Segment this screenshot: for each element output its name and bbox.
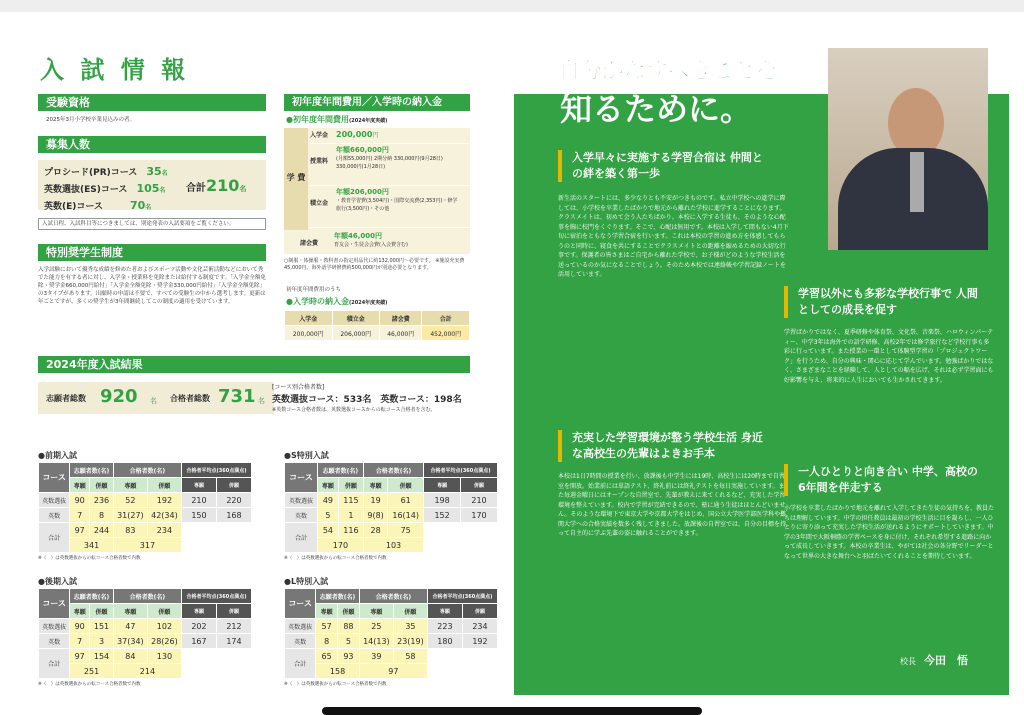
result-table-title: ●L特別入試	[284, 577, 329, 586]
table-row	[39, 493, 252, 508]
th-hei: 併願	[216, 478, 251, 493]
table-footnote: ※（ ）は英数選抜からの転コース合格者数で内数	[38, 556, 141, 561]
table-cell: 英数	[285, 508, 318, 523]
total-cell: 170	[317, 538, 363, 553]
th-hei: 併願	[388, 478, 424, 493]
table-cell: 英数選抜	[39, 493, 70, 508]
course-counts: 英数選抜コース：533名 英数コース：198名	[272, 395, 462, 405]
result-table	[284, 462, 498, 553]
th-avg: 合格者平均点(360点満点)	[427, 589, 497, 604]
fee-row: 授業料年額660,000円 (月額55,000円) 2期分納 330,000円(9月28日) 330,000円(1月28日)	[310, 146, 470, 186]
fees-group-label: 学 費	[284, 128, 308, 230]
sum-cell: 28	[363, 523, 387, 538]
table-cell: 英数	[39, 634, 70, 649]
table-cell: 7	[70, 508, 90, 523]
th-hei: 併願	[338, 478, 363, 493]
table-cell: 223	[427, 619, 462, 634]
table-cell: 192	[462, 634, 497, 649]
table-cell: 49	[317, 493, 338, 508]
sum-cell: 65	[316, 649, 338, 664]
total-cell: 97	[359, 664, 427, 679]
table-cell: 192	[147, 493, 181, 508]
fee-row: 諸会費年額46,000円 育友会・生徒会会費(入会費含む)	[299, 232, 408, 248]
pay-value: 206,000円	[332, 326, 380, 341]
th-sen: 専願	[70, 604, 90, 619]
qualification-header: 受験資格	[38, 94, 266, 111]
fees-notes: ○制服・体操服・教科書の指定用品代に約132,000円～必要です。 ※施設充実費45,000円、海外語学研修費約500,000円が別途必要となります。	[284, 258, 465, 271]
table-cell: 168	[216, 508, 251, 523]
table-cell: 220	[216, 493, 251, 508]
th-hei: 併願	[338, 604, 360, 619]
th-hei: 併願	[393, 604, 427, 619]
total-cell: 341	[70, 538, 114, 553]
table-cell: 7	[70, 634, 90, 649]
table-row	[285, 634, 498, 649]
sum-cell: 39	[359, 649, 393, 664]
table-cell: 5	[317, 508, 338, 523]
pay-value: 452,000円	[422, 326, 470, 341]
table-cell: 英数選抜	[39, 619, 70, 634]
course-note: ※英数コース合格者数は、英数選抜コースからの転コース合格者を含む。	[272, 407, 436, 413]
fee-row: 積立金年額206,000円 ・教育学習費(3,504円)・国際交流費(2,353円)・修学旅行(3,500円)・その他	[310, 188, 470, 228]
sum-cell: 84	[113, 649, 147, 664]
table-cell: 198	[424, 493, 461, 508]
section-1-title: 入学早々に実施する学習合宿は 仲間との絆を築く第一歩	[558, 150, 768, 182]
applicants-box: 志願者総数 920 名	[38, 382, 168, 414]
pay-subtitle: ●入学時の納入金(2024年度実績)	[286, 297, 388, 306]
result-table-title: ●前期入試	[38, 451, 77, 460]
right-page	[508, 20, 1013, 695]
table-cell: 1	[338, 508, 363, 523]
result-table-title: ●S特別入試	[284, 451, 329, 460]
passed-box: 合格者総数 731 名	[162, 382, 274, 414]
th-sen: 専願	[113, 478, 147, 493]
th-sen: 専願	[427, 604, 462, 619]
table-cell: 37(34)	[113, 634, 147, 649]
table-cell: 115	[338, 493, 363, 508]
sum-label: 合計	[39, 523, 70, 553]
table-cell: 5	[338, 634, 360, 649]
table-cell: 8	[316, 634, 338, 649]
th-sen: 専願	[363, 478, 387, 493]
th-pass: 合格者数(名)	[363, 463, 423, 478]
fees-table	[284, 128, 470, 254]
pay-table	[284, 310, 470, 341]
sum-cell: 244	[90, 523, 114, 538]
qualification-text: 2025年3月小学校卒業見込みの者。	[46, 117, 135, 123]
table-cell: 210	[461, 493, 498, 508]
table-cell: 35	[393, 619, 427, 634]
th-sen: 専願	[70, 478, 90, 493]
sum-cell: 58	[393, 649, 427, 664]
table-cell: 英数	[39, 508, 70, 523]
capacity-row: 英数選抜(ES)コース 105名	[44, 182, 166, 195]
section-2-body: 本校は1日7時間の授業を行い、放課後も中学生には19時、高校生には20時まで自習室を開放。始業前には単語テスト、終礼前には終礼テストを毎日実施しています。また毎週金曜日にはオープンな自習室で、先輩が教えに来てくれるなど、充実した学習環境を整えています。校内で学習が完結できるので、塾に通う生徒はほとんどいません。そのような環境下で東京大学や京都大学をはじめ、国公立大学医学部医学科や難関大学への合格実績を数多く残してきました。放課後の自習室では、自分の目標を持って自主的に学ぶ先輩の姿に触れることができます。	[558, 473, 787, 537]
sum-cell: 83	[113, 523, 147, 538]
table-footnote: ※（ ）は英数選抜からの転コース合格者数で内数	[284, 556, 387, 561]
sum-cell: 97	[70, 523, 90, 538]
table-row	[285, 508, 498, 523]
total-cell: 103	[363, 538, 423, 553]
principal-photo	[828, 48, 988, 250]
result-table-block	[284, 576, 514, 687]
total-cell: 214	[113, 664, 181, 679]
table-cell: 23(19)	[393, 634, 427, 649]
sum-label: 合計	[39, 649, 70, 679]
table-cell: 151	[90, 619, 114, 634]
table-cell: 英数選抜	[285, 619, 316, 634]
table-cell: 19	[363, 493, 387, 508]
table-cell: 202	[181, 619, 216, 634]
th-apply: 志願者数(名)	[70, 589, 114, 604]
sum-cell: 75	[388, 523, 424, 538]
table-cell: 150	[181, 508, 216, 523]
pay-value: 46,000円	[380, 326, 422, 341]
table-cell: 31(27)	[113, 508, 147, 523]
table-cell: 57	[316, 619, 338, 634]
total-cell: 317	[113, 538, 181, 553]
principal-tie	[910, 152, 924, 212]
th-sen: 専願	[316, 604, 338, 619]
pay-header: 入学金	[285, 311, 333, 326]
table-cell: 90	[70, 493, 90, 508]
sum-cell: 93	[338, 649, 360, 664]
table-cell: 英数選抜	[285, 493, 318, 508]
table-cell: 210	[181, 493, 216, 508]
result-table-block	[38, 576, 268, 687]
pay-pre: 初年度年間費用のうち	[286, 287, 342, 293]
th-apply: 志願者数(名)	[316, 589, 360, 604]
result-table-block	[284, 450, 514, 561]
result-table	[284, 588, 498, 679]
table-cell: 8	[90, 508, 114, 523]
section-4-title: 一人ひとりと向き合い 中学、高校の6年間を伴走する	[784, 464, 984, 496]
table-cell: 16(14)	[388, 508, 424, 523]
section-3-body: 学習ばかりではなく、夏季研修や体育祭、文化祭、音楽祭、ハロウィンパーティー、中学3年は海外での語学研修、高校2年では修学旅行など学校行事も多彩に行っています。また授業の一環として体験型学習の「プロジェクトワーク」を行うため、自分の興味・関心に応じて学んでいます。勉強ばかりではなく、さまざまなことを経験して、人としての幅を広げ、それは必ず学習面にも好影響を与え、将来的に人生においても生かされてきます。	[784, 329, 994, 384]
headline-2: 知るために。	[560, 90, 753, 128]
th-hei: 併願	[461, 478, 498, 493]
th-hei: 併願	[90, 478, 114, 493]
sum-cell: 54	[317, 523, 338, 538]
table-cell: 212	[216, 619, 251, 634]
table-cell: 170	[461, 508, 498, 523]
section-4-body: 小学校を卒業したばかりで地元を離れて入学してきた生徒の気持ちを、教員たちは理解しています。中学の担任教員は最初の学校生活に目を凝らし、一人ひとりに寄り添って充実した学校生活が送れるようにサポートしていきます。中学の3年間で大阪桐蔭の学習ペースを身に付け、それぞれ希望する進路に向かって成長していきます。本校の卒業生は、やがては社会の各分野でリーダーとなって世界の大きな舞台へと羽ばたいてくれることを期待しています。	[784, 505, 994, 560]
th-course: コース	[39, 463, 70, 493]
capacity-box	[38, 160, 266, 210]
signature: 校長 今田 悟	[900, 654, 968, 667]
th-hei: 併願	[462, 604, 497, 619]
table-cell: 167	[181, 634, 216, 649]
th-pass: 合格者数(名)	[113, 463, 181, 478]
bottom-scrollbar[interactable]	[322, 707, 702, 715]
pay-header: 諸会費	[380, 311, 422, 326]
th-hei: 併願	[147, 604, 181, 619]
th-pass: 合格者数(名)	[113, 589, 181, 604]
section-3-title: 学習以外にも多彩な学校行事で 人間としての成長を促す	[784, 286, 984, 318]
table-cell: 47	[113, 619, 147, 634]
fee-row: 入学金 200,000円	[310, 130, 470, 144]
top-bar	[0, 0, 1024, 12]
th-sen: 専願	[113, 604, 147, 619]
th-course: コース	[285, 589, 316, 619]
table-cell: 3	[90, 634, 114, 649]
th-hei: 併願	[216, 604, 251, 619]
pay-header: 合計	[422, 311, 470, 326]
sum-label: 合計	[285, 523, 318, 553]
course-note-title: [コース別合格者数]	[272, 384, 325, 391]
th-apply: 志願者数(名)	[317, 463, 363, 478]
table-cell: 9(8)	[363, 508, 387, 523]
table-cell: 42(34)	[147, 508, 181, 523]
table-footnote: ※（ ）は英数選抜からの転コース合格者数で内数	[38, 682, 141, 687]
page-title: 入 試 情 報	[40, 56, 190, 84]
th-course: コース	[285, 463, 318, 493]
left-page	[14, 20, 506, 695]
th-sen: 専願	[181, 604, 216, 619]
table-cell: 14(13)	[359, 634, 393, 649]
th-sen: 専願	[317, 478, 338, 493]
th-sen: 専願	[359, 604, 393, 619]
result-table-block	[38, 450, 268, 561]
table-cell: 52	[113, 493, 147, 508]
th-avg: 合格者平均点(360点満点)	[181, 463, 251, 478]
result-table	[38, 588, 252, 679]
table-cell: 152	[424, 508, 461, 523]
table-row	[39, 619, 252, 634]
table-cell: 英数	[285, 634, 316, 649]
th-sen: 専願	[424, 478, 461, 493]
section-1-body: 新生活のスタートには、多少なりとも不安がつきものです。私立中学校への進学に際しては、小学校を卒業したばかりで地元から離れた学校に進学することになります。クラスメイトは、初めて会う人たちばかり。本校に入学する生徒も、そのような心配事を胸に校門をくぐります。そこで、心配は無用です。本校は入学して間もない4月下旬に宿泊をともなう学習合宿を行います。これは本校の学習の進め方を体感してもらうのと同時に、寝食を共にすることでクラスメイトとの距離を縮めるための大切な行事です。保護者の皆さまはご自宅から離れた学校で、お子様がどのような学校生活を送っているのか気になることでしょう。そのため本校では連絡帳や学習記録ノートを活用しています。	[558, 195, 789, 278]
scholarship-text: 入学試験において優秀な成績を修めた者およびスポーツ活動や文化芸術活動などにおいて秀でた能力を有する者に対し、入学金・授業料を免除または給付する制度です。「入学金全額免除・奨学金660,000円給付」「入学金全額免除・奨学金330,000円給付」「入学金全額免除」の3タイプがあります。出願時の申請は不要で、すべての受験生の中から選考します。更新は年ごとですが、多くの奨学生が3年間継続してこの制度の適用を受けています。	[38, 267, 266, 305]
table-row	[39, 508, 252, 523]
table-footnote: ※（ ）は英数選抜からの転コース合格者数で内数	[284, 682, 387, 687]
table-cell: 102	[147, 619, 181, 634]
capacity-total: 合計210名	[186, 176, 247, 195]
section-2-title: 充実した学習環境が整う学校生活 身近な高校生の先輩はよきお手本	[558, 430, 768, 462]
table-cell: 28(26)	[147, 634, 181, 649]
scholarship-header: 特別奨学生制度	[38, 244, 266, 261]
fees-subtitle: ●初年度年間費用(2024年度実績)	[286, 115, 388, 124]
pay-header: 積立金	[332, 311, 380, 326]
table-row	[39, 634, 252, 649]
table-cell: 180	[427, 634, 462, 649]
sum-cell: 154	[90, 649, 114, 664]
table-cell: 88	[338, 619, 360, 634]
th-sen: 専願	[181, 478, 216, 493]
sum-label: 合計	[285, 649, 316, 679]
th-avg: 合格者平均点(360点満点)	[424, 463, 498, 478]
table-row	[285, 619, 498, 634]
th-apply: 志願者数(名)	[70, 463, 114, 478]
total-cell: 251	[70, 664, 114, 679]
sum-cell: 116	[338, 523, 363, 538]
total-cell: 158	[316, 664, 360, 679]
th-hei: 併願	[147, 478, 181, 493]
table-cell: 236	[90, 493, 114, 508]
table-row	[285, 493, 498, 508]
sum-cell: 130	[147, 649, 181, 664]
headline-1: 自分がなすべきことを	[558, 59, 778, 84]
capacity-row: プロシード(PR)コース 35名	[44, 165, 168, 178]
fees-header: 初年度年間費用／入学時の納入金	[284, 94, 470, 111]
table-cell: 90	[70, 619, 90, 634]
sum-cell: 234	[147, 523, 181, 538]
table-cell: 61	[388, 493, 424, 508]
result-table	[38, 462, 252, 553]
results-header: 2024年度入試結果	[38, 356, 470, 373]
th-hei: 併願	[90, 604, 114, 619]
th-pass: 合格者数(名)	[359, 589, 427, 604]
pay-value: 200,000円	[285, 326, 333, 341]
capacity-header: 募集人数	[38, 136, 266, 153]
table-cell: 234	[462, 619, 497, 634]
table-cell: 25	[359, 619, 393, 634]
table-cell: 174	[216, 634, 251, 649]
sum-cell: 97	[70, 649, 90, 664]
capacity-row: 英数(E)コース 70名	[44, 199, 152, 212]
result-table-title: ●後期入試	[38, 577, 77, 586]
capacity-note: 入試日程、入試科目等につきましては、別途発表の入試要項をご覧ください。	[38, 218, 266, 230]
th-avg: 合格者平均点(360点満点)	[181, 589, 251, 604]
th-course: コース	[39, 589, 70, 619]
